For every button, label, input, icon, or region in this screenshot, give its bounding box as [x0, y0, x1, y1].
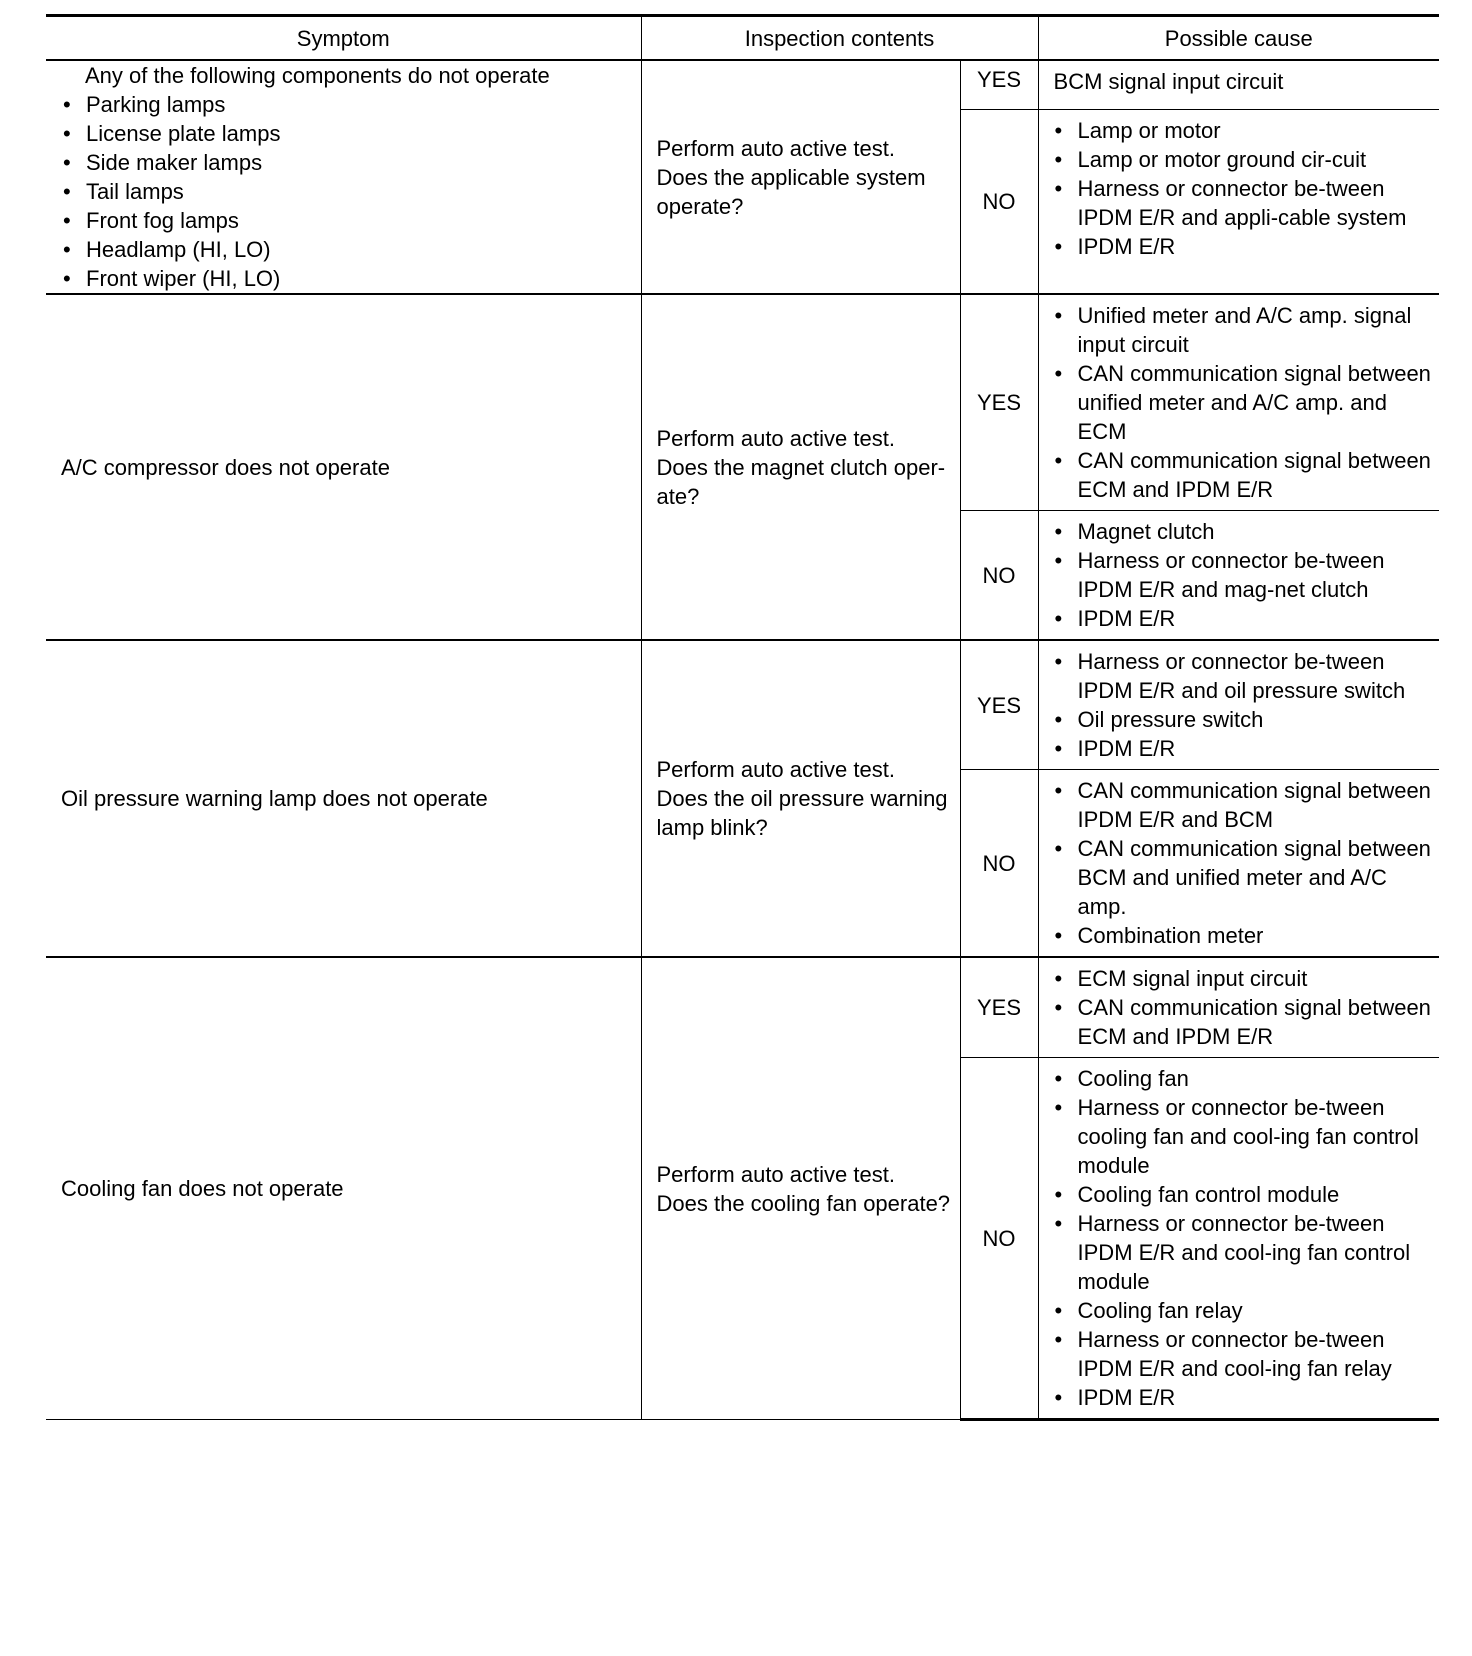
inspection-line: Does the applicable system operate?: [656, 164, 926, 219]
list-item: • IPDM E/R: [1053, 232, 1432, 261]
symptom-diagnosis-table: [46, 14, 1439, 1421]
list-item: • Tail lamps: [61, 177, 631, 206]
no-cause-cell: [1038, 1058, 1439, 1420]
list-item: • IPDM E/R: [1053, 1383, 1432, 1412]
inspection-cell: [641, 640, 960, 957]
list-item: • Harness or connector be-tween IPDM E/R and cool-ing fan control module: [1053, 1209, 1432, 1296]
symptom-component-list: [61, 90, 631, 293]
cause-list: [1053, 776, 1432, 950]
inspection-line: Perform auto active test.: [656, 135, 895, 161]
list-item: • Cooling fan: [1053, 1064, 1432, 1093]
list-item: • Harness or connector be-tween IPDM E/R and appli-cable system: [1053, 174, 1432, 232]
table-row: [46, 957, 1439, 1058]
no-label: NO: [960, 1058, 1038, 1420]
list-item: • Parking lamps: [61, 90, 631, 119]
inspection-cell: [641, 294, 960, 640]
inspection-line: Perform auto active test.: [656, 757, 895, 782]
symptom-cell: Oil pressure warning lamp does not operate: [46, 640, 641, 957]
list-item: • License plate lamps: [61, 119, 631, 148]
yes-label: YES: [960, 60, 1038, 109]
list-item: • Side maker lamps: [61, 148, 631, 177]
list-item: • Harness or connector be-tween IPDM E/R and oil pressure switch: [1053, 647, 1432, 705]
table-row: [46, 294, 1439, 511]
cause-list: [1053, 116, 1432, 261]
table-row: [46, 60, 1439, 109]
symptom-cell: A/C compressor does not operate: [46, 294, 641, 640]
yes-cause-cell: [1038, 957, 1439, 1058]
header-row: [46, 16, 1439, 61]
list-item: • Magnet clutch: [1053, 517, 1432, 546]
inspection-line: Does the cooling fan operate?: [656, 1190, 951, 1216]
no-cause-cell: [1038, 511, 1439, 641]
list-item: • Oil pressure switch: [1053, 705, 1432, 734]
header-possible-cause: Possible cause: [1038, 16, 1439, 61]
no-label: NO: [960, 511, 1038, 641]
symptom-cell: Cooling fan does not operate: [46, 957, 641, 1420]
list-item: • Cooling fan control module: [1053, 1180, 1432, 1209]
list-item: • ECM signal input circuit: [1053, 964, 1432, 993]
inspection-cell: [641, 957, 960, 1420]
list-item: • Unified meter and A/C amp. signal input circuit: [1053, 301, 1432, 359]
list-item: • Front wiper (HI, LO): [61, 264, 631, 293]
list-item: • Lamp or motor: [1053, 116, 1432, 145]
inspection-line: Does the oil pressure warning lamp blink?: [656, 786, 948, 840]
cause-list: [1053, 647, 1432, 763]
header-inspection-contents: Inspection contents: [641, 16, 1038, 61]
no-label: NO: [960, 109, 1038, 294]
yes-label: YES: [960, 294, 1038, 511]
no-cause-cell: [1038, 770, 1439, 958]
list-item: • CAN communication signal between unified meter and A/C amp. and ECM: [1053, 359, 1432, 446]
header-symptom: Symptom: [46, 16, 641, 61]
yes-label: YES: [960, 957, 1038, 1058]
list-item: • Cooling fan relay: [1053, 1296, 1432, 1325]
symptom-intro: Any of the following components do not operate: [85, 63, 550, 88]
list-item: • Lamp or motor ground cir-cuit: [1053, 145, 1432, 174]
symptom-cell: [46, 60, 641, 294]
list-item: • CAN communication signal between ECM and IPDM E/R: [1053, 446, 1432, 504]
list-item: • Front fog lamps: [61, 206, 631, 235]
table-row: [46, 640, 1439, 770]
list-item: • Harness or connector be-tween IPDM E/R and cool-ing fan relay: [1053, 1325, 1432, 1383]
inspection-line: Perform auto active test.: [656, 1161, 895, 1187]
cause-text: BCM signal input circuit: [1053, 69, 1284, 94]
list-item: • Harness or connector be-tween IPDM E/R and mag-net clutch: [1053, 546, 1432, 604]
no-cause-cell: [1038, 109, 1439, 294]
inspection-line: Perform auto active test.: [656, 425, 895, 451]
list-item: • CAN communication signal between BCM and unified meter and A/C amp.: [1053, 834, 1432, 921]
list-item: • Combination meter: [1053, 921, 1432, 950]
list-item: • Harness or connector be-tween cooling fan and cool-ing fan control module: [1053, 1093, 1432, 1180]
yes-cause-cell: [1038, 640, 1439, 770]
list-item: • IPDM E/R: [1053, 604, 1432, 633]
yes-cause-cell: [1038, 294, 1439, 511]
cause-list: [1053, 964, 1432, 1051]
inspection-cell: [641, 60, 960, 294]
inspection-line: Does the magnet clutch oper-ate?: [656, 454, 946, 509]
no-label: NO: [960, 770, 1038, 958]
yes-label: YES: [960, 640, 1038, 770]
yes-cause-cell: [1038, 60, 1439, 109]
list-item: • CAN communication signal between IPDM E/R and BCM: [1053, 776, 1432, 834]
list-item: • Headlamp (HI, LO): [61, 235, 631, 264]
cause-list: [1053, 1064, 1432, 1412]
cause-list: [1053, 301, 1432, 504]
list-item: • IPDM E/R: [1053, 734, 1432, 763]
diagnosis-document: [46, 14, 1439, 1421]
cause-list: [1053, 517, 1432, 633]
list-item: • CAN communication signal between ECM and IPDM E/R: [1053, 993, 1432, 1051]
